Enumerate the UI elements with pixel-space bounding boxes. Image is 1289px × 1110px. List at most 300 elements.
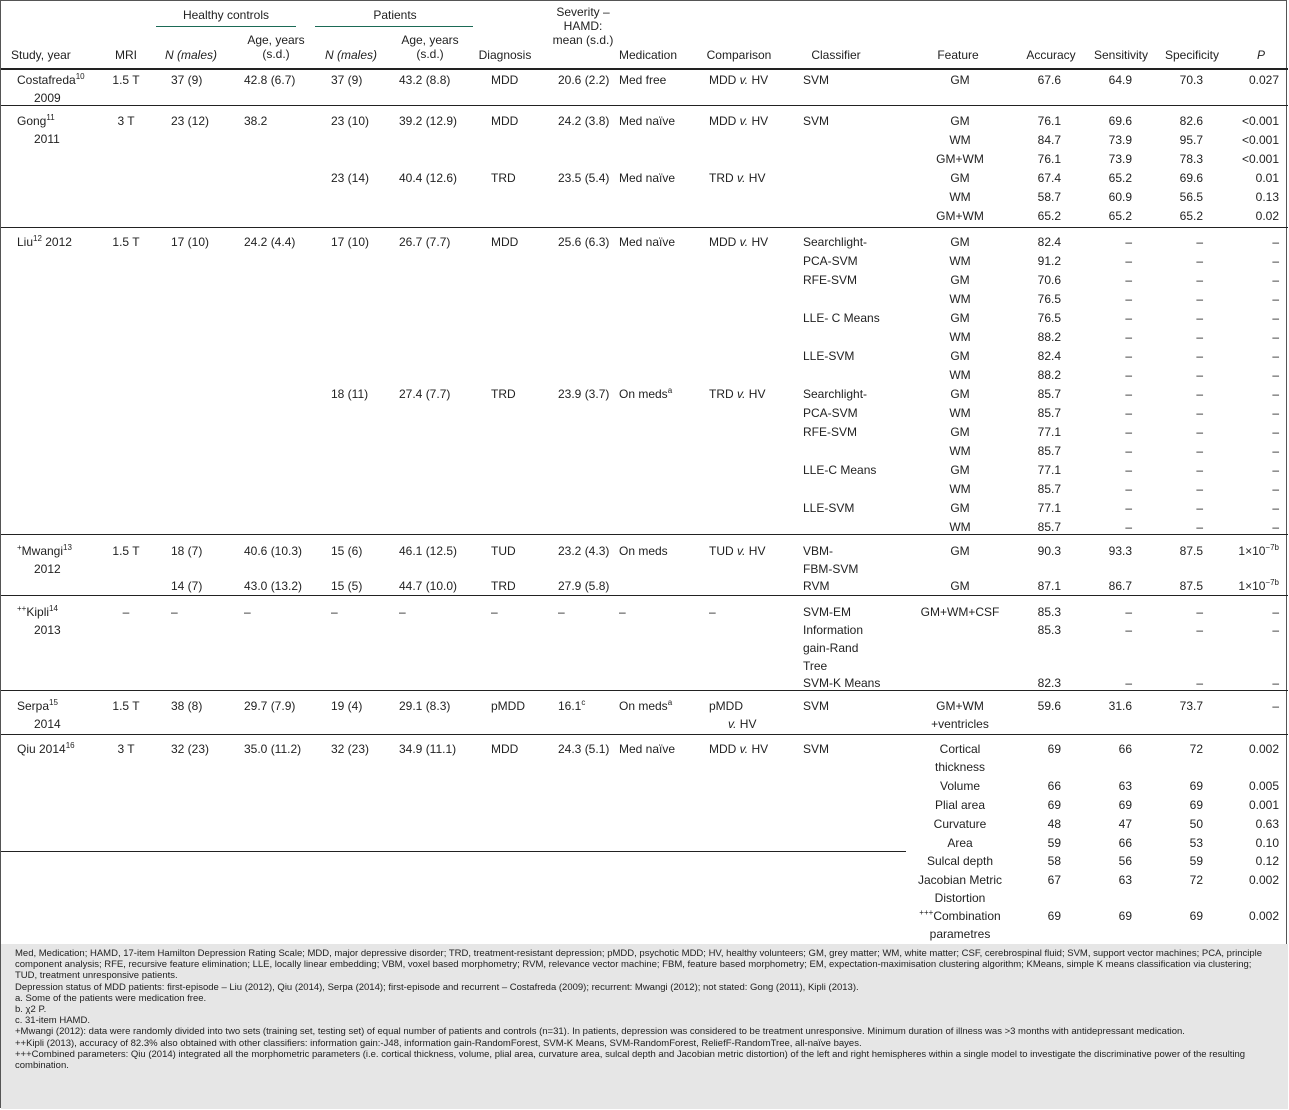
- cell-text: TRD v. HV: [709, 171, 766, 185]
- cell-text: WM: [949, 133, 971, 147]
- cell-study-continued: 2009: [34, 91, 61, 105]
- cell-pt-age: [399, 544, 457, 559]
- cell-text: 73.7: [1179, 699, 1203, 713]
- cell-text: 76.1: [1037, 114, 1061, 128]
- cell-text: PCA-SVM: [803, 406, 858, 420]
- cell-medication: [619, 387, 672, 402]
- cell-accuracy: [1038, 190, 1061, 205]
- cell-specificity: [1196, 273, 1203, 288]
- cell-feature: [905, 114, 1015, 129]
- cell-text: WM: [949, 482, 971, 496]
- row-separator: [1, 227, 1288, 228]
- cell-text: –: [1196, 482, 1203, 496]
- footnote-c: c. 31-item HAMD.: [15, 1015, 90, 1027]
- cell-text: 42.8 (6.7): [244, 73, 296, 87]
- cell-text: 93.3: [1108, 544, 1132, 558]
- cell-sensitivity: [1125, 311, 1132, 326]
- cell-text: 38 (8): [171, 699, 203, 713]
- cell-text: GM: [950, 387, 970, 401]
- cell-text: MDD v. HV: [709, 73, 769, 87]
- cell-text: 23.9 (3.7): [558, 387, 610, 401]
- cell-text: –: [1272, 444, 1279, 458]
- row-separator: [1, 595, 1288, 596]
- cell-pt-n: [331, 742, 369, 757]
- cell-specificity: [1196, 292, 1203, 307]
- cell-comparison: [709, 171, 765, 186]
- cell-text: SVM-EM: [803, 605, 851, 619]
- cell-feature: [905, 873, 1015, 888]
- cell-text: 48: [1047, 817, 1061, 831]
- cell-text: –: [1196, 368, 1203, 382]
- footnote-mark: −7b: [1265, 543, 1279, 552]
- cell-study: [17, 605, 58, 620]
- cell-mri: [111, 235, 141, 250]
- cell-text: RFE-SVM: [803, 425, 857, 439]
- cell-hc-n: [171, 544, 202, 559]
- cell-p: [1272, 311, 1279, 326]
- cell-text: pMDD: [491, 699, 526, 713]
- cell-specificity: [1196, 520, 1203, 535]
- cell-text: –: [1196, 292, 1203, 306]
- cell-text: TRD: [491, 579, 516, 593]
- cell-text: 23.5 (5.4): [558, 171, 610, 185]
- cell-sensitivity: [1119, 798, 1132, 813]
- cell-text: WM: [949, 330, 971, 344]
- cell-specificity: [1196, 254, 1203, 269]
- cell-medication: [619, 73, 666, 88]
- cell-diagnosis: [491, 699, 525, 714]
- cell-text: 24.3 (5.1): [558, 742, 610, 756]
- cell-text: 63: [1118, 873, 1132, 887]
- cell-text: 37 (9): [331, 73, 363, 87]
- cell-p: [1272, 425, 1279, 440]
- cell-feature: [905, 171, 1015, 186]
- reference-number: 10: [75, 72, 85, 81]
- cell-p: [1272, 254, 1279, 269]
- cell-text: 87.1: [1037, 579, 1061, 593]
- cell-text: MDD v. HV: [709, 114, 769, 128]
- cell-sensitivity: [1125, 425, 1132, 440]
- cell-comparison: [709, 699, 743, 714]
- cell-diagnosis: [491, 73, 518, 88]
- cell-specificity: [1190, 854, 1203, 869]
- cell-sensitivity: [1109, 73, 1132, 88]
- cell-text: –: [1125, 605, 1132, 619]
- cell-text: 69: [1047, 909, 1061, 923]
- cell-text: –: [1196, 520, 1203, 534]
- versus-italic: v.: [737, 387, 746, 401]
- cell-feature: [905, 909, 1015, 924]
- cell-text: 47: [1118, 817, 1132, 831]
- cell-text: –: [331, 605, 338, 619]
- cell-text: LLE-SVM: [803, 349, 855, 363]
- cell-specificity: [1180, 114, 1203, 129]
- cell-classifier: [803, 349, 854, 364]
- cell-text: SVM: [803, 699, 830, 713]
- cell-accuracy: [1038, 387, 1061, 402]
- cell-sensitivity: [1109, 171, 1132, 186]
- cell-text: 87.5: [1179, 544, 1203, 558]
- cell-text: 50: [1189, 817, 1203, 831]
- cell-p: [1272, 349, 1279, 364]
- cell-text: –: [1125, 501, 1132, 515]
- cell-classifier: [803, 73, 829, 88]
- cell-text: –: [1272, 482, 1279, 496]
- cell-text: 95.7: [1179, 133, 1203, 147]
- cell-text: 77.1: [1037, 501, 1061, 515]
- cell-text: 23 (10): [331, 114, 370, 128]
- cell-accuracy: [1038, 292, 1061, 307]
- cell-text: 43.2 (8.8): [399, 73, 451, 87]
- cell-text: Volume: [939, 779, 981, 793]
- cell-text: 76.1: [1037, 152, 1061, 166]
- cell-text: –: [1272, 676, 1279, 690]
- cell-text: 0.02: [1255, 209, 1279, 223]
- cell-text: –: [1196, 425, 1203, 439]
- cell-text: –: [1272, 699, 1279, 713]
- cell-accuracy: [1048, 836, 1061, 851]
- cell-sensitivity: [1109, 544, 1132, 559]
- cell-text: GM: [950, 425, 970, 439]
- cell-sensitivity: [1125, 463, 1132, 478]
- cell-text: 0.027: [1248, 73, 1279, 87]
- col-header-comparison: Comparison: [706, 48, 772, 62]
- cell-text: 85.3: [1037, 623, 1061, 637]
- cell-severity: [558, 544, 609, 559]
- cell-accuracy: [1038, 425, 1061, 440]
- cell-pt-age: [399, 171, 457, 186]
- cell-hc-age: [244, 579, 302, 594]
- cell-p: [1272, 292, 1279, 307]
- cell-text: Med naïve: [619, 114, 676, 128]
- cell-text: –: [1272, 330, 1279, 344]
- cell-text: 18 (11): [331, 387, 369, 401]
- cell-pt-n: [331, 699, 362, 714]
- cell-severity: [558, 387, 609, 402]
- cell-p: [1272, 482, 1279, 497]
- cell-text: –: [1125, 425, 1132, 439]
- footnote-mark: c: [581, 698, 586, 707]
- cell-sensitivity: [1125, 623, 1132, 638]
- cell-text: SVM: [803, 742, 830, 756]
- cell-text: 85.7: [1037, 520, 1061, 534]
- cell-sensitivity: [1125, 292, 1132, 307]
- cell-text: –: [1272, 311, 1279, 325]
- cell-specificity: [1180, 190, 1203, 205]
- cell-text: 69: [1189, 798, 1203, 812]
- cell-sensitivity: [1125, 406, 1132, 421]
- cell-classifier: [803, 235, 867, 250]
- cell-accuracy: [1038, 676, 1061, 691]
- reference-number: 11: [46, 113, 55, 122]
- cell-text: 77.1: [1037, 463, 1061, 477]
- cell-mri: [111, 73, 141, 88]
- cell-accuracy: [1038, 235, 1061, 250]
- cell-text: 76.5: [1037, 311, 1061, 325]
- cell-classifier: [803, 406, 858, 421]
- cell-text: 67.6: [1037, 73, 1061, 87]
- versus-italic: v.: [739, 114, 749, 128]
- cell-text: TRD: [491, 387, 516, 401]
- cell-text: Area: [947, 836, 973, 850]
- cell-text: 0.01: [1255, 171, 1279, 185]
- cell-text: –: [1196, 235, 1203, 249]
- cell-text: –: [1272, 425, 1279, 439]
- cell-text: 76.5: [1037, 292, 1061, 306]
- cell-text: MDD v. HV: [709, 742, 769, 756]
- cell-classifier: [803, 676, 880, 691]
- cell-text: 59.6: [1037, 699, 1061, 713]
- cell-accuracy: [1048, 742, 1061, 757]
- cell-text: 91.2: [1037, 254, 1061, 268]
- cell-text: 85.3: [1037, 605, 1061, 619]
- cell-sensitivity: [1125, 254, 1132, 269]
- cell-text: 82.3: [1037, 676, 1061, 690]
- cell-text: –: [1125, 254, 1132, 268]
- cell-text: On meds: [619, 544, 668, 558]
- group-underline-healthy-controls: [156, 26, 296, 27]
- cell-text: 69: [1189, 909, 1203, 923]
- cell-text: On meds: [619, 699, 668, 713]
- versus-italic: v.: [737, 171, 746, 185]
- cell-pt-n: [331, 114, 369, 129]
- cell-specificity: [1196, 623, 1203, 638]
- cell-text: 70.6: [1037, 273, 1061, 287]
- cell-text: 0.12: [1255, 854, 1279, 868]
- cell-specificity: [1196, 463, 1203, 478]
- cell-feature: [905, 699, 1015, 714]
- cell-text: 16.1: [558, 699, 582, 713]
- reference-number: 14: [49, 604, 58, 613]
- cell-accuracy: [1048, 817, 1061, 832]
- cell-specificity: [1196, 676, 1203, 691]
- cell-text: –: [1125, 387, 1132, 401]
- cell-specificity: [1196, 482, 1203, 497]
- cell-study-continued: 2011: [34, 132, 60, 146]
- cell-text: –: [1196, 463, 1203, 477]
- cell-text: –: [1196, 444, 1203, 458]
- cell-text: Gong: [17, 114, 47, 128]
- cell-pt-n: [331, 544, 362, 559]
- cell-text: –: [1272, 463, 1279, 477]
- cell-sensitivity: [1119, 742, 1132, 757]
- cell-text: 64.9: [1108, 73, 1132, 87]
- cell-accuracy: [1038, 482, 1061, 497]
- cell-text: 60.9: [1108, 190, 1132, 204]
- cell-text: –: [1272, 349, 1279, 363]
- cell-specificity: [1196, 368, 1203, 383]
- cell-text: MDD v. HV: [709, 235, 769, 249]
- cell-feature: [905, 425, 1015, 440]
- cell-accuracy: [1048, 798, 1061, 813]
- cell-text: 43.0 (13.2): [244, 579, 303, 593]
- cell-study: [17, 742, 75, 757]
- cell-p: [1272, 699, 1279, 714]
- cell-text: 24.2 (4.4): [244, 235, 296, 249]
- cell-text: 20.6 (2.2): [558, 73, 610, 87]
- cell-study: [17, 73, 85, 88]
- cell-text: 73.9: [1108, 133, 1132, 147]
- cell-pt-age: [399, 387, 450, 402]
- cell-p: [1272, 520, 1279, 535]
- cell-text: 85.7: [1037, 444, 1061, 458]
- cell-accuracy: [1038, 501, 1061, 516]
- cell-sensitivity: [1125, 520, 1132, 535]
- cell-text: 27.4 (7.7): [399, 387, 451, 401]
- cell-specificity: [1180, 171, 1203, 186]
- cell-text: 14 (7): [171, 579, 203, 593]
- cell-accuracy: [1038, 699, 1061, 714]
- group-header-healthy-controls: Healthy controls: [182, 8, 270, 22]
- cell-sensitivity: [1109, 209, 1132, 224]
- cell-specificity: [1190, 779, 1203, 794]
- cell-classifier: [803, 311, 880, 326]
- cell-feature: [905, 779, 1015, 794]
- cell-feature-continued: +ventricles: [931, 717, 989, 731]
- cell-feature: [905, 273, 1015, 288]
- cell-text: –: [1125, 444, 1132, 458]
- cell-specificity: [1196, 311, 1203, 326]
- cell-text: –: [1125, 292, 1132, 306]
- cell-pt-n: [331, 235, 369, 250]
- cell-mri: [111, 605, 141, 620]
- cell-study-continued: 2013: [34, 623, 61, 637]
- cell-p: [1242, 133, 1279, 148]
- cell-text: –: [1196, 605, 1203, 619]
- cell-text: WM: [949, 190, 971, 204]
- cell-p: [1238, 579, 1279, 594]
- cell-text: pMDD: [709, 699, 744, 713]
- cell-classifier: [803, 254, 858, 269]
- cell-text: 86.7: [1108, 579, 1132, 593]
- cell-diagnosis: [491, 579, 516, 594]
- cell-p: [1256, 209, 1279, 224]
- cell-hc-age: [244, 742, 301, 757]
- cell-hc-age: [244, 235, 295, 250]
- cell-text: 40.6 (10.3): [244, 544, 303, 558]
- cell-specificity: [1180, 133, 1203, 148]
- cell-feature: [905, 368, 1015, 383]
- cell-specificity: [1196, 605, 1203, 620]
- cell-medication: [619, 605, 626, 620]
- footnote-kipli: ++Kipli (2013), accuracy of 82.3% also obtained with other classifiers: information gain:-J48, information gain-RandomForest, SVM-K Means, SVM-RandomForest, ReliefF-RandomTree, all-naïve bayes.: [15, 1037, 862, 1049]
- cell-text: Med naïve: [619, 742, 676, 756]
- col-header-hc-n: N (males): [164, 48, 217, 62]
- cell-pt-age: [399, 235, 450, 250]
- col-header-hc-age: Age, years (s.d.): [247, 33, 305, 61]
- cell-feature: [905, 330, 1015, 345]
- cell-text: 29.7 (7.9): [244, 699, 296, 713]
- cell-text: 78.3: [1179, 152, 1203, 166]
- cell-text: Information: [803, 623, 864, 637]
- cell-text: 82.4: [1037, 235, 1061, 249]
- footnote-a: a. Some of the patients were medication free.: [15, 992, 207, 1004]
- cell-p: [1249, 742, 1279, 757]
- cell-prefix-mark: +++: [919, 908, 934, 917]
- cell-text: 32 (23): [331, 742, 370, 756]
- cell-classifier: [803, 425, 857, 440]
- cell-feature: [905, 854, 1015, 869]
- cell-text: 66: [1118, 742, 1132, 756]
- cell-specificity: [1196, 444, 1203, 459]
- col-header-medication: Medication: [618, 48, 678, 62]
- cell-hc-age: [244, 114, 267, 129]
- cell-accuracy: [1038, 368, 1061, 383]
- cell-feature: [905, 133, 1015, 148]
- cell-accuracy: [1038, 579, 1061, 594]
- cell-specificity: [1196, 330, 1203, 345]
- cell-medication: [619, 699, 672, 714]
- cell-text: 32 (23): [171, 742, 210, 756]
- cell-text: GM: [950, 235, 970, 249]
- cell-text: <0.001: [1241, 152, 1279, 166]
- cell-text: GM+WM: [936, 209, 984, 223]
- reference-number: 13: [63, 543, 72, 552]
- col-header-sensitivity: Sensitivity: [1093, 48, 1149, 62]
- cell-text: RFE-SVM: [803, 273, 857, 287]
- cell-text: 66: [1118, 836, 1132, 850]
- cell-classifier: [803, 544, 833, 559]
- row-separator: [1, 105, 1288, 106]
- cell-text: TRD v. HV: [709, 387, 766, 401]
- cell-specificity: [1196, 501, 1203, 516]
- cell-p: [1272, 444, 1279, 459]
- cell-text: –: [1196, 676, 1203, 690]
- footnote-mark: a: [667, 386, 673, 395]
- cell-accuracy: [1048, 873, 1061, 888]
- cell-text: 58.7: [1037, 190, 1061, 204]
- cell-sensitivity: [1109, 133, 1132, 148]
- cell-text: MDD: [491, 742, 519, 756]
- cell-feature: [905, 501, 1015, 516]
- cell-text: 72: [1189, 742, 1203, 756]
- cell-sensitivity: [1109, 114, 1132, 129]
- cell-text: –: [1125, 311, 1132, 325]
- cell-accuracy: [1038, 152, 1061, 167]
- cell-text: 90.3: [1037, 544, 1061, 558]
- cell-text: 15 (6): [331, 544, 363, 558]
- cell-text: GM: [950, 579, 970, 593]
- cell-hc-n: [171, 114, 209, 129]
- cell-p: [1272, 623, 1279, 638]
- cell-text: GM: [950, 171, 970, 185]
- cell-classifier-continued: FBM-SVM: [803, 562, 859, 576]
- footnote-mark: a: [667, 698, 673, 707]
- cell-feature: [905, 605, 1015, 620]
- cell-text: TUD v. HV: [709, 544, 766, 558]
- cell-specificity: [1180, 73, 1203, 88]
- cell-text: Cortical: [939, 742, 981, 756]
- cell-comparison: [709, 742, 768, 757]
- col-header-severity: Severity –HAMD: mean (s.d.): [552, 5, 614, 47]
- cell-text: 88.2: [1037, 330, 1061, 344]
- cell-text: –: [1196, 501, 1203, 515]
- cell-p: [1242, 152, 1279, 167]
- cell-feature: [905, 544, 1015, 559]
- cell-text: 65.2: [1037, 209, 1061, 223]
- cell-pt-n: [331, 579, 362, 594]
- cell-text: WM: [949, 368, 971, 382]
- cell-p: [1238, 544, 1279, 559]
- cell-text: 18 (7): [171, 544, 203, 558]
- cell-p: [1249, 779, 1279, 794]
- cell-text: 19 (4): [331, 699, 363, 713]
- cell-classifier-continued: Tree: [803, 659, 828, 673]
- cell-text: 0.10: [1255, 836, 1279, 850]
- cell-text: –: [1196, 254, 1203, 268]
- cell-text: Med naïve: [619, 171, 676, 185]
- versus-italic: v.: [737, 544, 746, 558]
